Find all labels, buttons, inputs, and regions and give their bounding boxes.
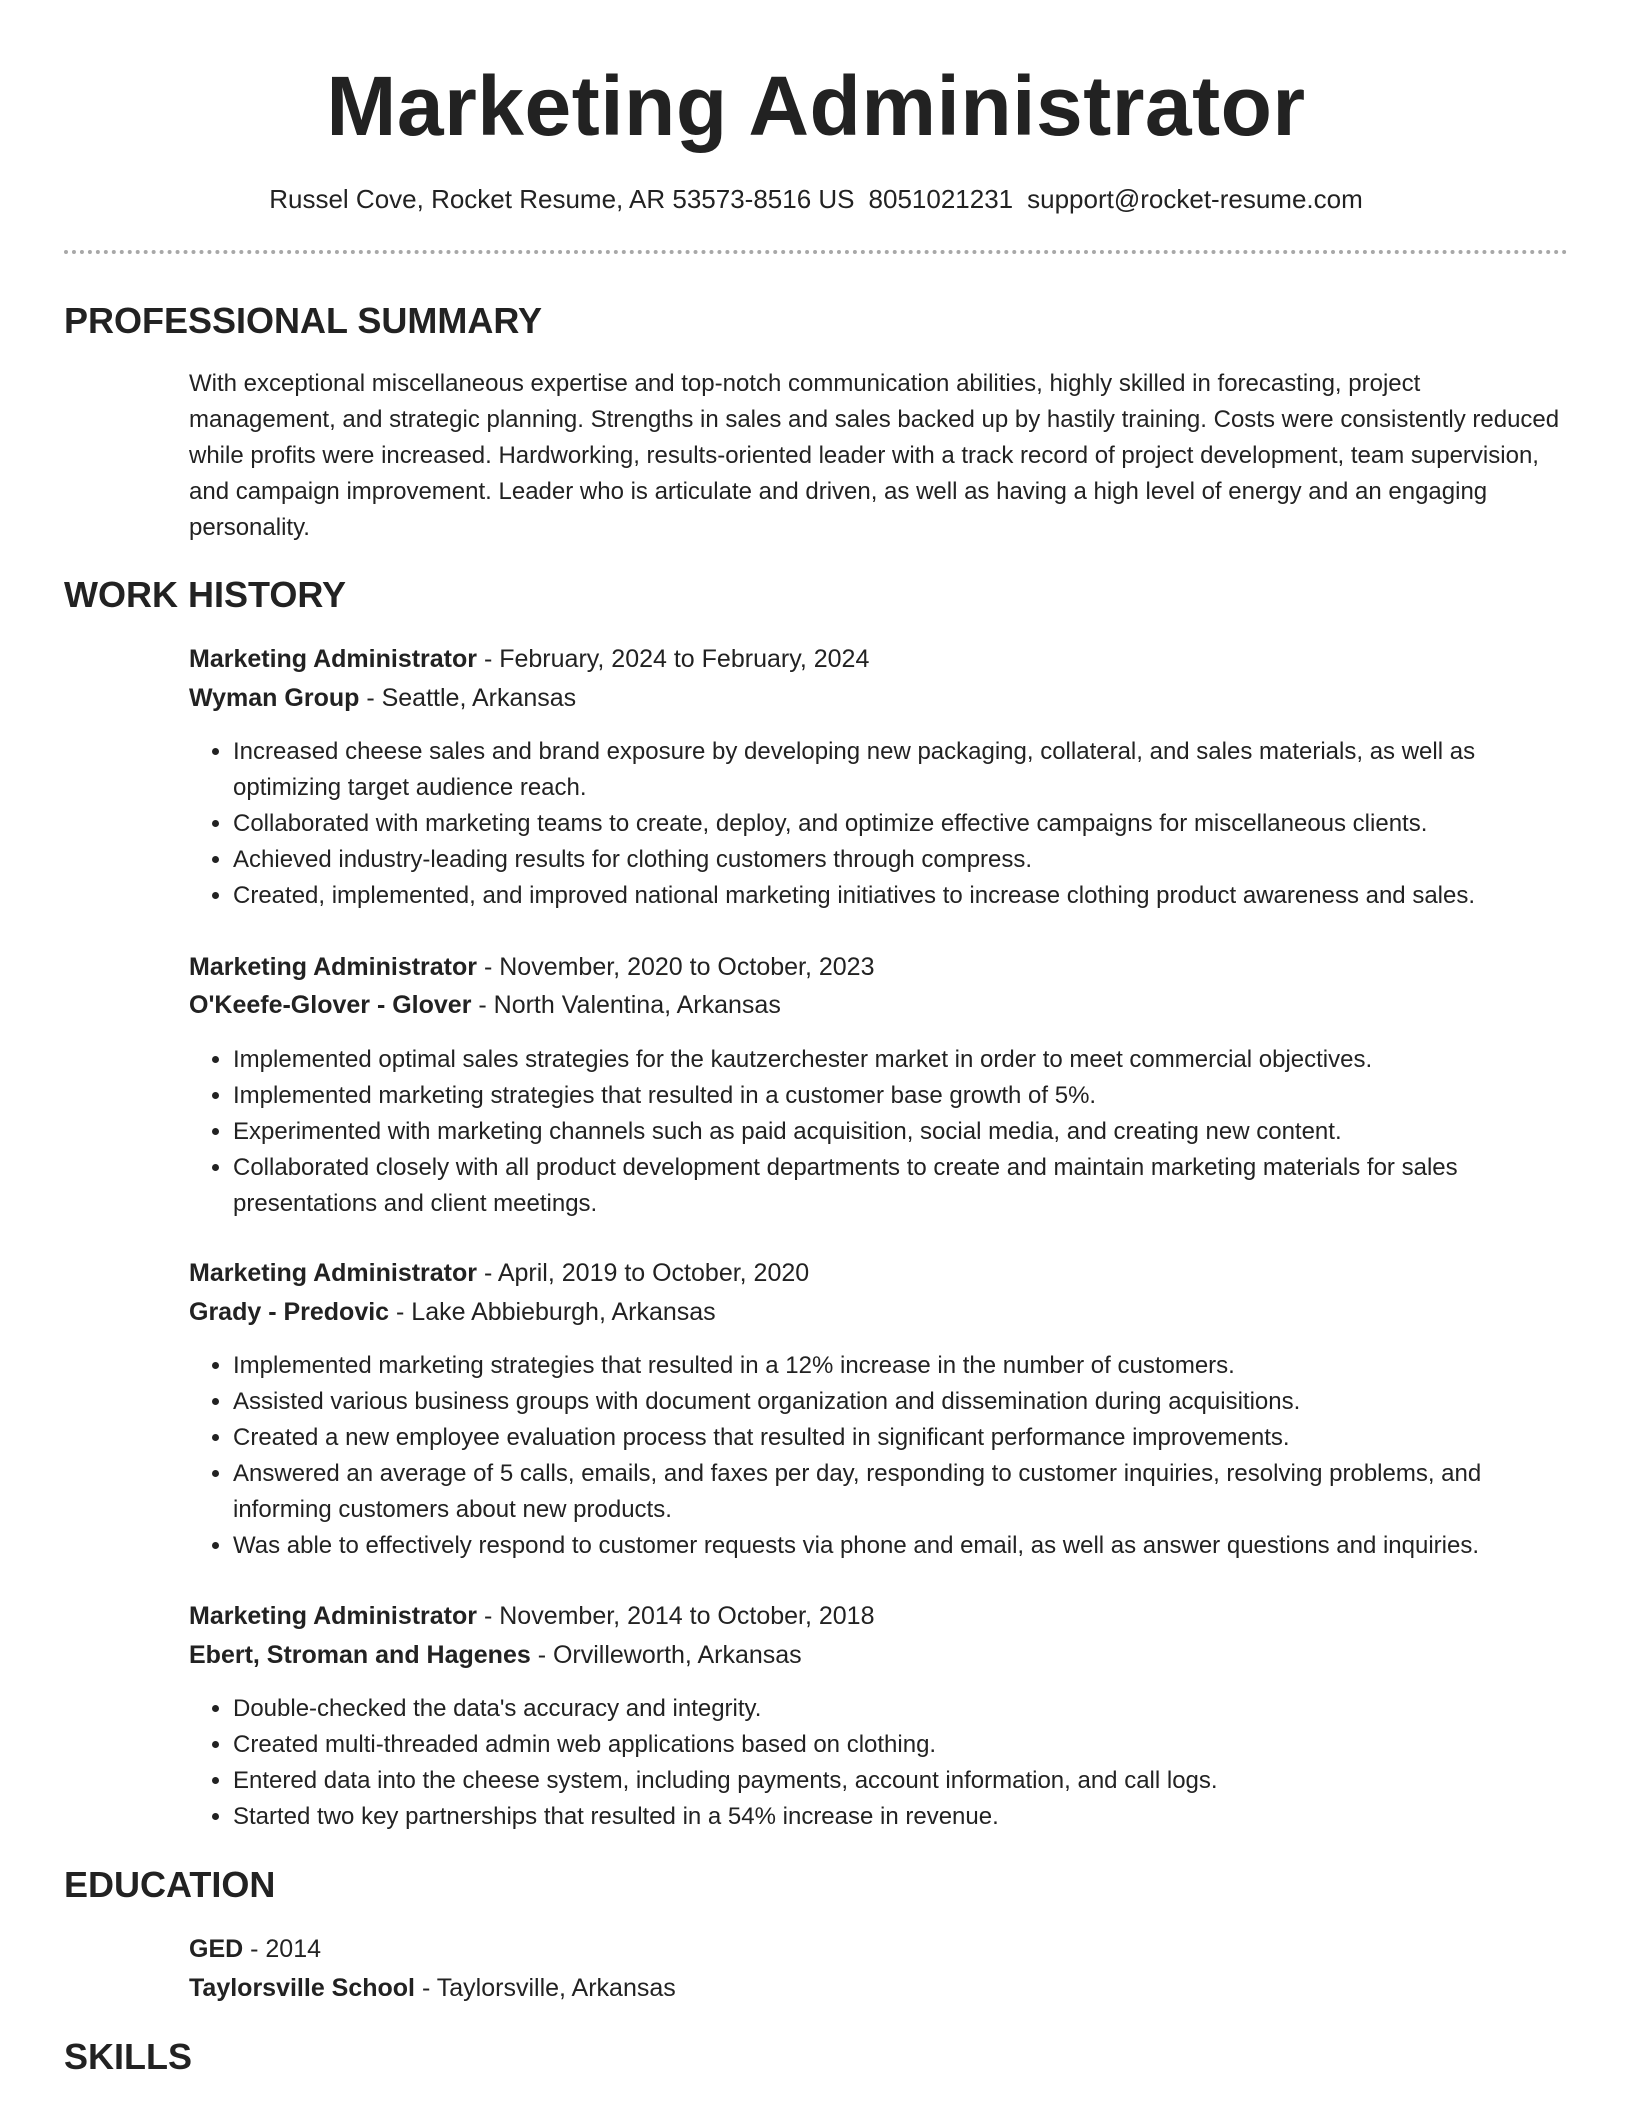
education-school: Taylorsville School — [189, 1974, 416, 2002]
job-role: Marketing Administrator — [189, 1602, 478, 1630]
job-bullets — [189, 1042, 1579, 1222]
list-item: • Was able to effectively respond to customer requests via phone and email, as well as answer questions and inquiries. — [233, 1528, 1579, 1564]
list-item: • Created a new employee evaluation process that resulted in significant performance improvements. — [233, 1420, 1579, 1456]
job-company-line — [189, 681, 576, 715]
job-role: Marketing Administrator — [189, 1259, 478, 1287]
list-item: • Experimented with marketing channels such as paid acquisition, social media, and creating new content. — [233, 1114, 1579, 1150]
contact-line — [0, 183, 1632, 215]
job-role: Marketing Administrator — [189, 645, 478, 673]
education-degree: GED — [189, 1935, 244, 1963]
job-dates: - April, 2019 to October, 2020 — [477, 1259, 810, 1287]
list-item: • Entered data into the cheese system, including payments, account information, and call logs. — [233, 1763, 1579, 1799]
job-bullets — [189, 1348, 1579, 1564]
list-item: • Answered an average of 5 calls, emails, and faxes per day, responding to customer inquiries, resolving problems, and informing customers about new products. — [233, 1456, 1579, 1528]
job-dates: - February, 2024 to February, 2024 — [477, 645, 870, 673]
header-divider — [64, 250, 1568, 254]
education-location: - Taylorsville, Arkansas — [415, 1974, 676, 2002]
education-degree-line — [189, 1932, 321, 1966]
job-company-line — [189, 1638, 802, 1672]
job-company: Grady - Predovic — [189, 1298, 390, 1326]
job-dates: - November, 2020 to October, 2023 — [477, 953, 875, 981]
list-item: • Created multi-threaded admin web applications based on clothing. — [233, 1727, 1579, 1763]
job-company-line — [189, 1295, 716, 1329]
list-item: • Collaborated closely with all product development departments to create and maintain marketing materials for sales presentations and client meetings. — [233, 1150, 1579, 1222]
job-dates: - November, 2014 to October, 2018 — [477, 1602, 875, 1630]
job-role: Marketing Administrator — [189, 953, 478, 981]
job-title-line — [189, 1256, 809, 1290]
list-item: • Achieved industry-leading results for clothing customers through compress. — [233, 842, 1579, 878]
section-title-skills: SKILLS — [64, 2036, 193, 2077]
job-company-line — [189, 988, 781, 1022]
section-title-education: EDUCATION — [64, 1864, 276, 1905]
list-item: • Double-checked the data's accuracy and integrity. — [233, 1691, 1579, 1727]
list-item: • Implemented optimal sales strategies for the kautzerchester market in order to meet commercial objectives. — [233, 1042, 1579, 1078]
job-company: Ebert, Stroman and Hagenes — [189, 1641, 531, 1669]
list-item: • Created, implemented, and improved national marketing initiatives to increase clothing product awareness and sales. — [233, 878, 1579, 914]
job-title-line — [189, 642, 869, 676]
job-location: - North Valentina, Arkansas — [471, 991, 781, 1019]
education-year: - 2014 — [243, 1935, 322, 1963]
section-title-summary: PROFESSIONAL SUMMARY — [64, 300, 543, 341]
job-bullets — [189, 734, 1579, 914]
education-school-line — [189, 1971, 676, 2005]
contact-phone: 8051021231 — [868, 184, 1014, 214]
list-item: • Started two key partnerships that resulted in a 54% increase in revenue. — [233, 1799, 1579, 1835]
section-title-work-history: WORK HISTORY — [64, 574, 347, 615]
list-item: • Implemented marketing strategies that resulted in a customer base growth of 5%. — [233, 1078, 1579, 1114]
job-bullets — [189, 1691, 1579, 1835]
job-title-line — [189, 1599, 874, 1633]
list-item: • Assisted various business groups with document organization and dissemination during acquisitions. — [233, 1384, 1579, 1420]
contact-email: support@rocket-resume.com — [1027, 184, 1363, 214]
contact-address: Russel Cove, Rocket Resume, AR 53573-8516 US — [269, 184, 855, 214]
summary-text: With exceptional miscellaneous expertise and top-notch communication abilities, highly skilled in forecasting, project management, and strategic planning. Strengths in sales and sales backed up by hastily training. Costs were consistently reduced while profits were increased. Hardworking, results-oriented leader with a track record of project development, team supervision, and campaign improvement. Leader who is articulate and driven, as well as having a high level of energy and an engaging personality. — [189, 370, 1560, 541]
job-company: O'Keefe-Glover - Glover — [189, 991, 472, 1019]
job-location: - Seattle, Arkansas — [359, 684, 577, 712]
job-company: Wyman Group — [189, 684, 360, 712]
list-item: • Implemented marketing strategies that resulted in a 12% increase in the number of customers. — [233, 1348, 1579, 1384]
list-item: • Increased cheese sales and brand exposure by developing new packaging, collateral, and sales materials, as well as optimizing target audience reach. — [233, 734, 1579, 806]
list-item: • Collaborated with marketing teams to create, deploy, and optimize effective campaigns for miscellaneous clients. — [233, 806, 1579, 842]
resume-name: Marketing Administrator — [326, 59, 1306, 153]
job-title-line — [189, 950, 874, 984]
job-location: - Orvilleworth, Arkansas — [530, 1641, 802, 1669]
job-location: - Lake Abbieburgh, Arkansas — [389, 1298, 716, 1326]
